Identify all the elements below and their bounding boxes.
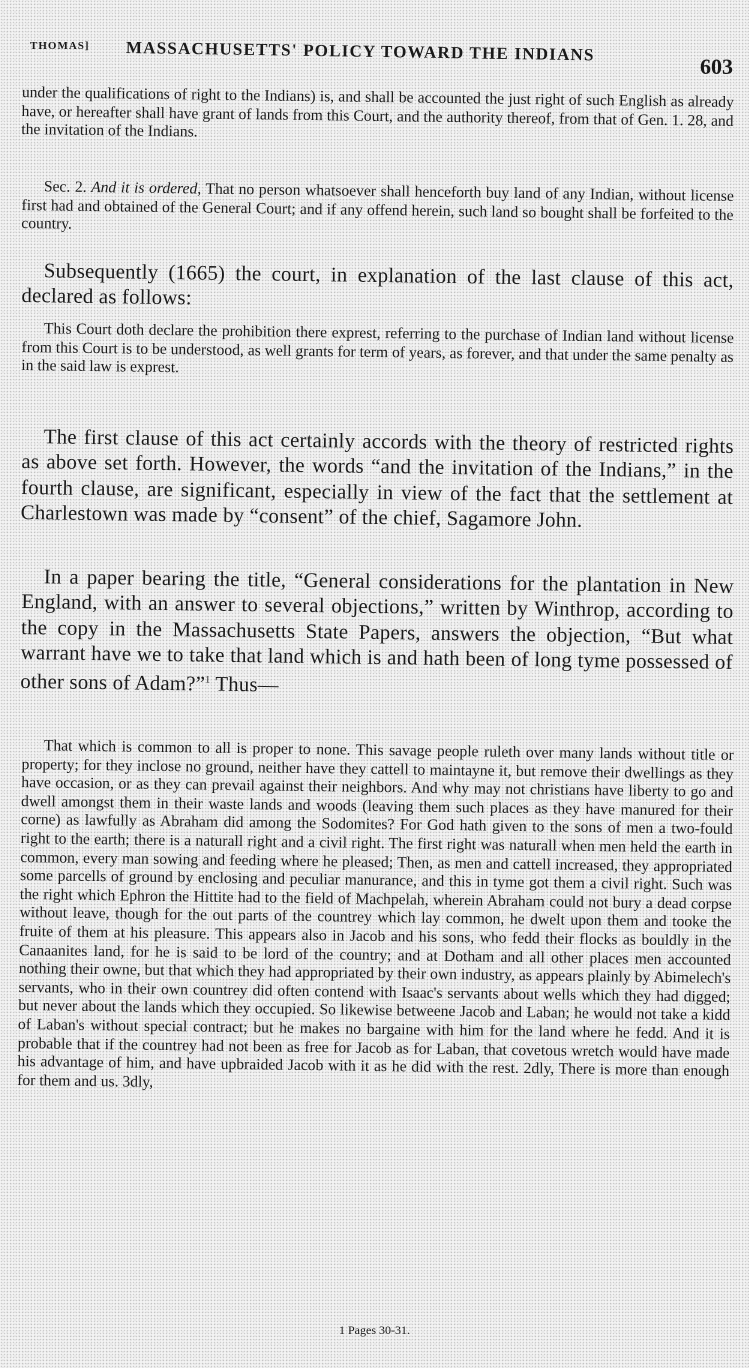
first-clause-paragraph: The first clause of this act certainly accords with the theory of restricted rights as above set forth. However, the words “and the invitation of the Indians,” in the fourth clause, are significant, especially in view of the fact that the settlement at Charlestown was made by “consent” of the chief, Sagamore John. <box>20 425 734 532</box>
winthrop-quote: That which is common to all is proper to none. This savage people ruleth over many lands without title or property; for they inclose no ground, neither have they cattell to maintayne it, but remove their dwellings as they have occasion, or as they can prevail against their neighbors. And why may not christians have liberty to go and dwell amongst them in their waste lands and woods (leaving them such places as they have manured for their corne) as lawfully as Abraham did among the Sodomites? For God hath given to the sons of men a two-fould right to the earth; there is a naturall right and a civil right. The first right was naturall when men held the earth in common, every man sowing and feeding where he pleased; Then, as men and cattell increased, they appropriated some parcells of ground by enclosing and peculiar manurance, and this in tyme got them a civil right. Such was the right which Ephron the Hittite had to the field of Machpelah, wherein Abraham could not bury a dead corpse without leave, though for the out parts of the countrey which lay common, he dwelt upon them and tooke the fruite of them at his pleasure. This appears also in Jacob and his sons, who fedd their flocks as bouldly in the Canaanites land, for he is said to be lord of the country; and at Dotham and all other places men accounted nothing their owne, but that which they had appropriated by their own industry, as appears plainly by Abimelech's servants, who in their own countrey did often contend with Isaac's servants about wells which they had digged; but never about the lands which they occupied. So likewise betweene Jacob and Laban; he would not take a kidd of Laban's without special contract; but he makes no bargaine with him for the land where he fedd. And it is probable that if the countrey had not been as free for Jacob as for Laban, that covetous wretch would have made his advantage of him, and have upbraided Jacob with it as he did with the rest. 2dly, There is more than enough for them and us. 3dly, <box>17 737 734 1091</box>
section-two <box>21 178 734 244</box>
section-two-lead: And it is ordered, <box>91 178 202 198</box>
footnote: 1 Pages 30-31. <box>339 1323 410 1337</box>
section-two-text: That no person whatsoever shall henceforth buy land of any Indian, without license first had and obtained of the General Court; and if any offend herein, such land so bought shall be forfeited to the country. <box>21 180 734 233</box>
court-declaration: This Court doth declare the prohibition there exprest, referring to the purchase of Indian land without license from this Court is to be understood, as well grants for term of years, as forever, and that under the same penalty as in the said law is exprest. <box>21 320 734 377</box>
section-two-label: Sec. 2. <box>43 178 87 196</box>
subsequently-paragraph: Subsequently (1665) the court, in explanation of the last clause of this act, declared as follows: <box>21 259 734 310</box>
winthrop-block <box>20 564 734 704</box>
running-head-title: MASSACHUSETTS' POLICY TOWARD THE INDIANS <box>125 38 595 65</box>
winthrop-paragraph-tail: Thus— <box>210 672 279 697</box>
winthrop-paragraph <box>20 564 734 704</box>
first-clause-block <box>21 424 734 535</box>
winthrop-paragraph-text: In a paper bearing the title, “General considerations for the plantation in New England, with an answer to several objections,” written by Winthrop, according to the copy in the Massachusetts State Papers, answers the objection, “But what warrant have we to take that land which is and hath been of long tyme possessed of other sons of Adam?” <box>20 565 734 696</box>
running-head-author: THOMAS] <box>30 40 90 52</box>
running-head <box>22 34 735 79</box>
subsequently-block <box>21 258 734 319</box>
court-declaration-block <box>21 320 734 386</box>
statute-continuation: under the qualifications of right to the Indians) is, and shall be accounted the just right of such English as already have, or hereafter shall have grant of lands from this Court, and the authority thereof, from that of Gen. 1. 28, and the invitation of the Indians. <box>21 84 734 141</box>
statute-continuation-block <box>21 84 734 150</box>
winthrop-quote-block <box>17 737 734 1100</box>
page-number: 603 <box>700 54 733 79</box>
footnote-marker: 1 <box>205 674 211 686</box>
section-two-block <box>21 178 734 244</box>
